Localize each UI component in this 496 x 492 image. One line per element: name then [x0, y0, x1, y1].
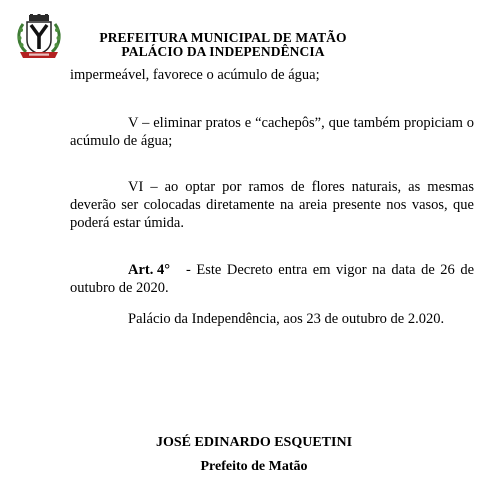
- item-vi-line-3: poderá estar úmida.: [70, 215, 184, 231]
- item-vi-line-2: deverão ser colocadas diretamente na areia presente nos vasos, que: [70, 197, 474, 213]
- signatory-name: JOSÉ EDINARDO ESQUETINI: [155, 435, 353, 450]
- signatory-role: Prefeito de Matão: [200, 459, 308, 474]
- coat-of-arms-icon: [14, 14, 64, 60]
- closing-text: Palácio da Independência, aos 23 de outubro de 2.020.: [128, 311, 445, 327]
- article-4-line-2: outubro de 2020.: [70, 280, 169, 296]
- continuation-text: impermeável, favorece o acúmulo de água;: [70, 67, 320, 83]
- header-title: PREFEITURA MUNICIPAL DE MATÃO: [99, 30, 347, 45]
- item-vi-line-1: VI – ao optar por ramos de flores naturais, as mesmas: [128, 179, 474, 195]
- article-4-label: Art. 4°: [128, 262, 171, 278]
- article-4-line-1: - Este Decreto entra em vigor na data de 26 de: [186, 262, 474, 278]
- item-v-line-1: V – eliminar pratos e “cachepôs”, que também propiciam o: [128, 115, 474, 131]
- item-v-line-2: acúmulo de água;: [70, 133, 173, 149]
- header-subtitle: PALÁCIO DA INDEPENDÊNCIA: [121, 44, 325, 59]
